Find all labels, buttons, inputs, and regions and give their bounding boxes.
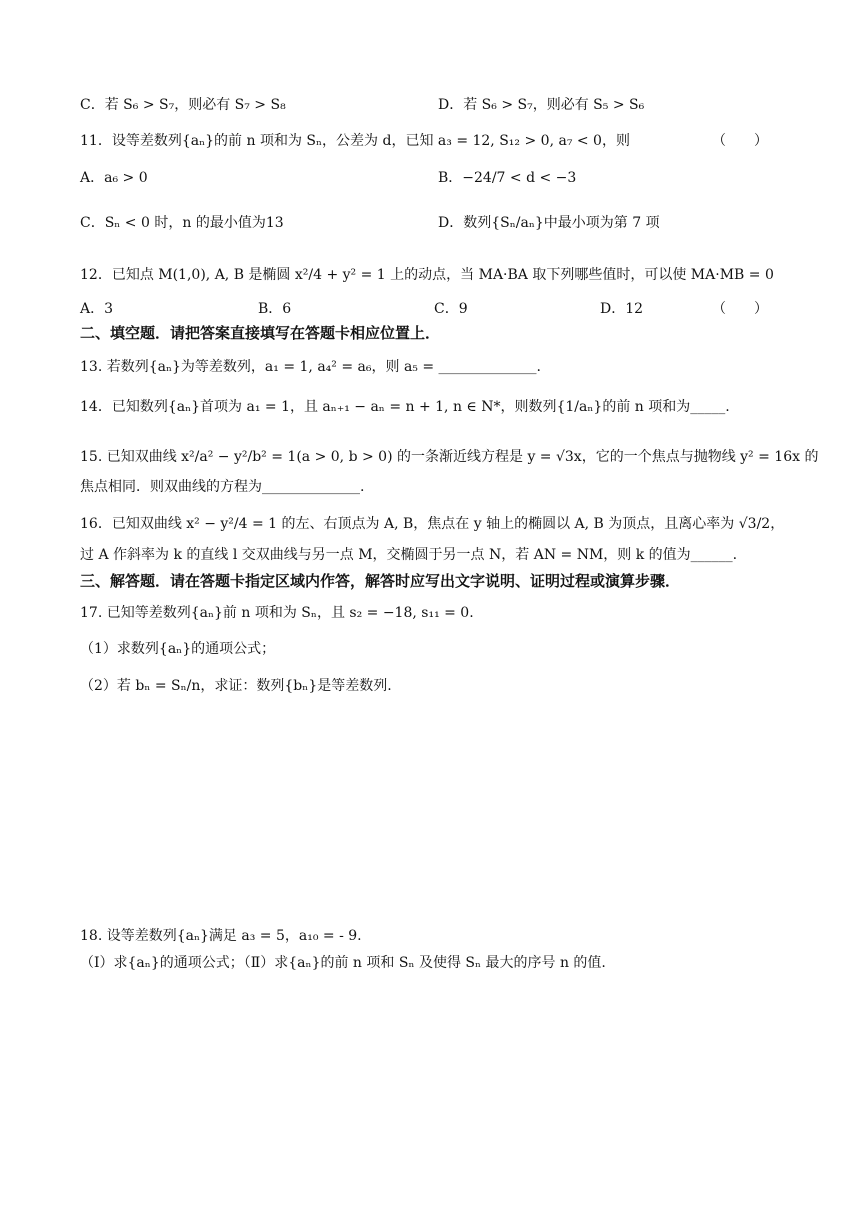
q11-option-c: C．Sₙ < 0 时，n 的最小值为13 [80, 215, 284, 231]
q12-option-c: C．9 [434, 301, 468, 317]
q18-parts: （Ⅰ）求{aₙ}的通项公式；（Ⅱ）求{aₙ}的前 n 项和 Sₙ 及使得 Sₙ 最大的序号 n 的值. [80, 955, 606, 971]
q15-line-2: 焦点相同．则双曲线的方程为______________. [80, 479, 365, 495]
section-3-heading: 三、解答题．请在答题卡指定区域内作答，解答时应写出文字说明、证明过程或演算步骤． [80, 572, 681, 590]
q12-stem: 12．已知点 M(1,0), A, B 是椭圆 x²/4 + y² = 1 上的动点，当 MA·BA 取下列哪些值时，可以使 MA·MB = 0 [80, 267, 774, 283]
q17-part-1: （1）求数列{aₙ}的通项公式； [80, 641, 276, 657]
q17-stem: 17. 已知等差数列{aₙ}前 n 项和为 Sₙ，且 s₂ = −18, s₁₁ = 0. [80, 605, 474, 621]
q11-option-a: A．a₆ > 0 [80, 170, 148, 186]
q11-stem: 11．设等差数列{aₙ}的前 n 项和为 Sₙ，公差为 d，已知 a₃ = 12, S₁₂ > 0, a₇ < 0，则 [80, 133, 630, 149]
q13-text: 13. 若数列{aₙ}为等差数列，a₁ = 1, a₄² = a₆，则 a₅ = ______________. [80, 359, 541, 375]
q12-answer-paren: （ ） [712, 301, 768, 317]
q14-text: 14．已知数列{aₙ}首项为 a₁ = 1，且 aₙ₊₁ − aₙ = n + 1, n ∈ N*，则数列{1/aₙ}的前 n 项和为_____. [80, 399, 730, 415]
q12-option-d: D．12 [600, 301, 644, 317]
q11-answer-paren: （ ） [712, 133, 768, 149]
q18-stem: 18. 设等差数列{aₙ}满足 a₃ = 5，a₁₀ = - 9. [80, 928, 362, 944]
q15-line-1: 15. 已知双曲线 x²/a² − y²/b² = 1(a > 0, b > 0) 的一条渐近线方程是 y = √3x，它的一个焦点与抛物线 y² = 16x 的 [80, 449, 819, 465]
q10-option-c: C．若 S₆ > S₇，则必有 S₇ > S₈ [80, 97, 286, 113]
q16-line-1: 16．已知双曲线 x² − y²/4 = 1 的左、右顶点为 A, B，焦点在 y 轴上的椭圆以 A, B 为顶点，且离心率为 √3/2， [80, 516, 785, 532]
q16-line-2: 过 A 作斜率为 k 的直线 l 交双曲线与另一点 M，交椭圆于另一点 N，若 AN = NM，则 k 的值为______. [80, 547, 738, 563]
q12-option-b: B．6 [258, 301, 292, 317]
q11-option-b: B．−24/7 < d < −3 [438, 170, 577, 186]
q17-part-2: （2）若 bₙ = Sₙ/n，求证：数列{bₙ}是等差数列. [80, 678, 392, 694]
section-2-heading: 二、填空题．请把答案直接填写在答题卡相应位置上． [80, 324, 441, 342]
q12-option-a: A．3 [80, 301, 114, 317]
q11-option-d: D．数列{Sₙ/aₙ}中最小项为第 7 项 [438, 215, 660, 231]
q10-option-d: D．若 S₆ > S₇，则必有 S₅ > S₆ [438, 97, 645, 113]
